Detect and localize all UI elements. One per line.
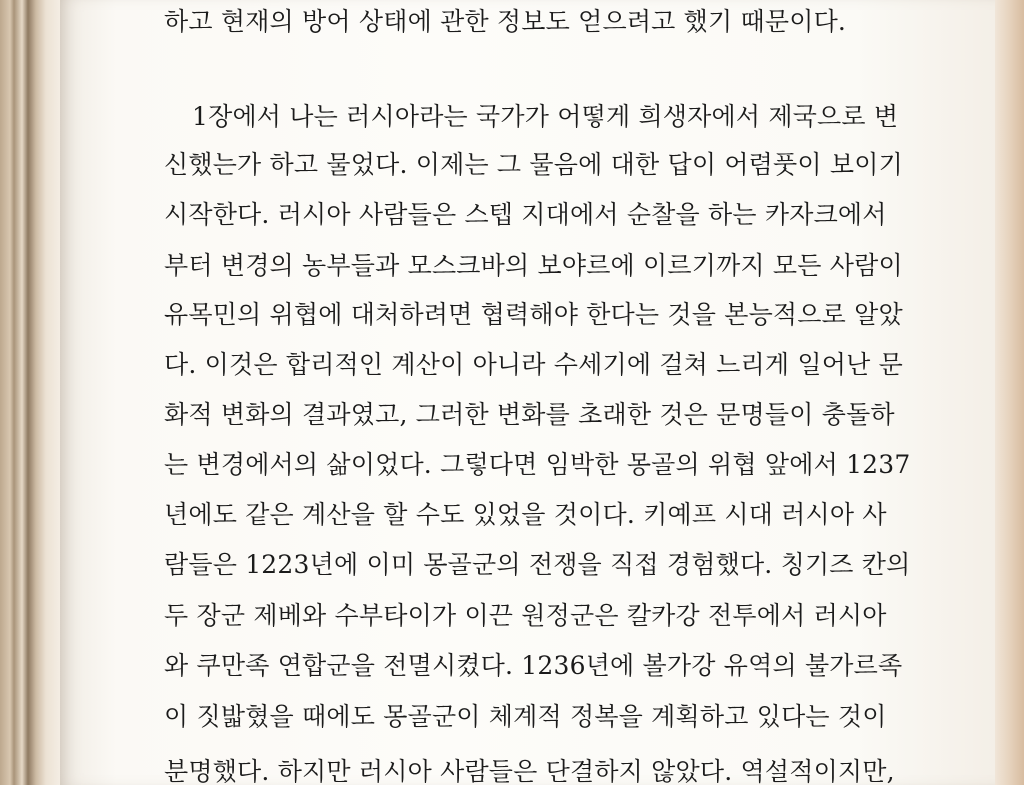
text-line: 유목민의 위협에 대처하려면 협력해야 한다는 것을 본능적으로 알았 xyxy=(164,300,903,329)
text-line: 부터 변경의 농부들과 모스크바의 보야르에 이르기까지 모든 사람이 xyxy=(164,251,903,280)
text-line: 분명했다. 하지만 러시아 사람들은 단결하지 않았다. 역설적이지만, xyxy=(164,757,895,785)
text-line: 신했는가 하고 물었다. 이제는 그 물음에 대한 답이 어렴풋이 보이기 xyxy=(164,150,903,179)
text-line: 다. 이것은 합리적인 계산이 아니라 수세기에 걸쳐 느리게 일어난 문 xyxy=(164,350,903,379)
book-page xyxy=(60,0,995,785)
background-strip xyxy=(990,0,1024,785)
text-line: 람들은 1223년에 이미 몽골군의 전쟁을 직접 경험했다. 칭기즈 칸의 xyxy=(164,550,911,579)
text-line: 하고 현재의 방어 상태에 관한 정보도 얻으려고 했기 때문이다. xyxy=(164,7,847,36)
text-line: 두 장군 제베와 수부타이가 이끈 원정군은 칼카강 전투에서 러시아 xyxy=(164,601,887,630)
text-line: 1장에서 나는 러시아라는 국가가 어떻게 희생자에서 제국으로 변 xyxy=(192,102,899,131)
text-line: 화적 변화의 결과였고, 그러한 변화를 초래한 것은 문명들이 충돌하 xyxy=(164,400,895,429)
text-line: 이 짓밟혔을 때에도 몽골군이 체계적 정복을 계획하고 있다는 것이 xyxy=(164,702,887,731)
text-line: 는 변경에서의 삶이었다. 그렇다면 임박한 몽골의 위협 앞에서 1237 xyxy=(164,450,911,479)
text-line: 와 쿠만족 연합군을 전멸시켰다. 1236년에 볼가강 유역의 불가르족 xyxy=(164,651,903,680)
text-line: 시작한다. 러시아 사람들은 스텝 지대에서 순찰을 하는 카자크에서 xyxy=(164,200,887,229)
text-line: 년에도 같은 계산을 할 수도 있었을 것이다. 키예프 시대 러시아 사 xyxy=(164,500,887,529)
